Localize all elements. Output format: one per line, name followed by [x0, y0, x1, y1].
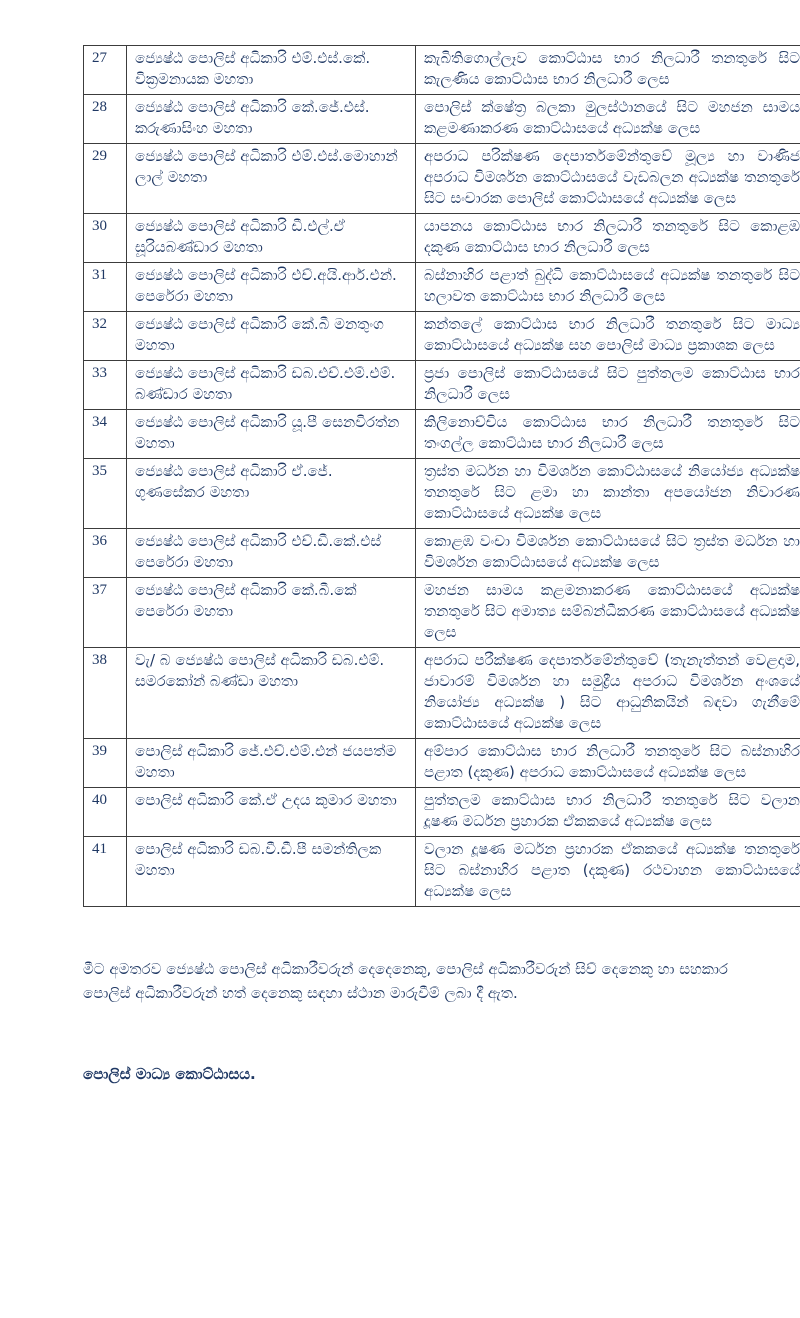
table-row: [84, 739, 800, 788]
officer-name-cell: ජ්‍යෙෂ්ඨ පොලිස් අධිකාරි කේ.බී මනතුංග මහතා: [127, 312, 416, 361]
officer-name-cell: පොලිස් අධිකාරි ජේ.එච්.එම්.එන් ජයපත්ම මහතා: [127, 739, 416, 788]
row-number: 32: [84, 312, 127, 361]
transfer-detail-cell: වලාන දූෂණ මර්ධන ප්‍රහාරක ඒකකයේ අධ්‍යක්ෂ තනතුරේ සිට බස්නාහිර පළාත (දකුණ) රථවාහන කොට්ඨාසයේ අධ්‍යක්ෂ ලෙස: [416, 837, 800, 907]
transfer-detail-cell: කොළඹ වංචා විමර්ශන කොට්ඨාසයේ සිට ත්‍රස්ත මර්ධන හා විමර්ශන කොට්ඨාසයේ අධ්‍යක්ෂ ලෙස: [416, 529, 800, 578]
table-row: [84, 263, 800, 312]
officer-name-cell: ජ්‍යෙෂ්ඨ පොලිස් අධිකාරි කේ.බී.කේ පෙරේරා මහතා: [127, 578, 416, 648]
row-number: 38: [84, 648, 127, 739]
additional-transfers-paragraph: මීට අමතරව ජ්‍යෙෂ්ඨ පොලිස් අධිකාරීවරුන් දෙදෙනෙකු, පොලිස් අධිකාරීවරුන් සිව් දෙනෙකු හා සහකාර පොලිස් අධිකාරීවරුන් හත් දෙනෙකු සඳහා ස්ථාන මාරුවීම් ලබා දී ඇත.: [83, 960, 728, 1002]
row-number: 27: [84, 46, 127, 95]
table-row: [84, 837, 800, 907]
officer-name-cell: වැ/ බ ජ්‍යෙෂ්ඨ පොලිස් අධිකාරි ඩබ.එම්. සමරකෝන් බණ්ඩා මහතා: [127, 648, 416, 739]
transfer-detail-cell: කන්තලේ කොට්ඨාස භාර නිලධාරී තනතුරේ සිට මාධ්‍ය කොට්ඨාසයේ අධ්‍යක්ෂ සහ පොලිස් මාධ්‍ය ප්‍රකාශක ලෙස: [416, 312, 800, 361]
row-number: 34: [84, 410, 127, 459]
row-number: 33: [84, 361, 127, 410]
transfer-detail-cell: පොලිස් ක්ෂේත්‍ර බලකා මුලස්ථානයේ සිට මහජන සාමය කළමණාකරණ කොට්ඨාසයේ අධ්‍යක්ෂ ලෙස: [416, 95, 800, 144]
transfer-detail-cell: ප්‍රජා පොලිස් කොට්ඨාසයේ සිට පුත්තලම කොට්ඨාස භාර නිලධාරී ලෙස: [416, 361, 800, 410]
transfer-detail-cell: බස්නාහිර පළාත් බුද්ධි කොට්ඨාසයේ අධ්‍යක්ෂ තනතුරේ සිට හලාවත කොට්ඨාස භාර නිලධාරී ලෙස: [416, 263, 800, 312]
row-number: 35: [84, 459, 127, 529]
transfer-detail-cell: ත්‍රස්ත මර්ධන හා විමර්ශන කොට්ඨාසයේ නියෝජ්‍ය අධ්‍යක්ෂ තනතුරේ සිට ළමා හා කාන්තා අපයෝජන නිවාරණ කොට්ඨාසයේ අධ්‍යක්ෂ ලෙස: [416, 459, 800, 529]
transfer-detail-cell: යාපනය කොට්ඨාස භාර නිලධාරී තනතුරේ සිට කොළඹ දකුණ කොට්ඨාස භාර නිලධාරී ලෙස: [416, 214, 800, 263]
table-row: [84, 788, 800, 837]
table-row: [84, 529, 800, 578]
table-row: [84, 578, 800, 648]
table-row: [84, 361, 800, 410]
issuing-division-signature: පොලිස් මාධ්‍ය කොට්ඨාසය.: [83, 1065, 256, 1083]
table-row: [84, 214, 800, 263]
row-number: 39: [84, 739, 127, 788]
table-row: [84, 648, 800, 739]
officer-name-cell: ජ්‍යෙෂ්ඨ පොලිස් අධිකාරි එච්.ඩී.කේ.එස් පෙරේරා මහතා: [127, 529, 416, 578]
transfer-detail-cell: අම්පාර කොට්ඨාස භාර නිලධාරී තනතුරේ සිට බස්නාහිර පළාත (දකුණ) අපරාධ කොට්ඨාසයේ අධ්‍යක්ෂ ලෙස: [416, 739, 800, 788]
table-row: [84, 95, 800, 144]
row-number: 37: [84, 578, 127, 648]
officer-name-cell: පොලිස් අධිකාරි ඩබ.වී.ඩී.පී සමන්තිලක මහතා: [127, 837, 416, 907]
table-row: [84, 144, 800, 214]
officer-name-cell: ජ්‍යෙෂ්ඨ පොලිස් අධිකාරි ඩබ.එච්.එම්.එම්. බණ්ඩාර මහතා: [127, 361, 416, 410]
row-number: 41: [84, 837, 127, 907]
table-row: [84, 46, 800, 95]
row-number: 31: [84, 263, 127, 312]
transfer-detail-cell: පුත්තලම කොට්ඨාස භාර නිලධාරී තනතුරේ සිට වලාන දූෂණ මර්ධන ප්‍රහාරක ඒකකයේ අධ්‍යක්ෂ ලෙස: [416, 788, 800, 837]
row-number: 40: [84, 788, 127, 837]
transfer-detail-cell: මහජන සාමය කළමනාකරණ කොට්ඨාසයේ අධ්‍යක්ෂ තනතුරේ සිට අමාත්‍ය සම්බන්ධීකරණ කොට්ඨාසයේ අධ්‍යක්ෂ ලෙස: [416, 578, 800, 648]
officer-name-cell: ජ්‍යෙෂ්ඨ පොලිස් අධිකාරි ඒ.ජේ. ගුණසේකර මහතා: [127, 459, 416, 529]
transfer-detail-cell: කැබිතිගොල්ලෑව කොට්ඨාස භාර නිලධාරී තනතුරේ සිට කැලණිය කොට්ඨාස භාර නිලධාරී ලෙස: [416, 46, 800, 95]
police-transfers-table: [83, 45, 800, 907]
transfer-detail-cell: අපරාධ පරික්ෂණ දෙපාර්තමේන්තුවේ මූල්‍ය හා වාණිජ අපරාධ විමර්ශන කොට්ඨාසයේ වැඩබලන අධ්‍යක්ෂ තනතුරේ සිට සංචාරක පොලිස් කොට්ඨාසයේ අධ්‍යක්ෂ ලෙස: [416, 144, 800, 214]
officer-name-cell: ජ්‍යෙෂ්ඨ පොලිස් අධිකාරි යූ.පී සෙනවිරත්න මහතා: [127, 410, 416, 459]
transfer-detail-cell: අපරාධ පරීක්ෂණ දෙපාර්තමේන්තුවේ (තැනැත්තන් වෙළදාම, ජාවාරම් විමර්ශන හා සමුද්‍රීය අපරාධ විමර්ශන අංශයේ නියෝජ්‍ය අධ්‍යක්ෂ ) සිට ආධුනිකයින් බඳවා ගැනීමේ කොට්ඨාසයේ අධ්‍යක්ෂ ලෙස: [416, 648, 800, 739]
officer-name-cell: ජ්‍යෙෂ්ඨ පොලිස් අධිකාරි එම්.එස්.කේ. වික්‍රමනායක මහතා: [127, 46, 416, 95]
row-number: 30: [84, 214, 127, 263]
transfer-detail-cell: කිලිනොච්චිය කොට්ඨාස භාර නිලධාරී තනතුරේ සිට තංගල්ල කොට්ඨාස භාර නිලධාරී ලෙස: [416, 410, 800, 459]
table-row: [84, 410, 800, 459]
officer-name-cell: ජ්‍යෙෂ්ඨ පොලිස් අධිකාරි එම්.එස්.මොහාන් ලාල් මහතා: [127, 144, 416, 214]
row-number: 28: [84, 95, 127, 144]
transfer-table-body: [84, 46, 800, 907]
officer-name-cell: ජ්‍යෙෂ්ඨ පොලිස් අධිකාරි එච්.අයි.ආර්.එන්. පෙරේරා මහතා: [127, 263, 416, 312]
row-number: 36: [84, 529, 127, 578]
officer-name-cell: ජ්‍යෙෂ්ඨ පොලිස් අධිකාරි කේ.ජේ.එස්. කරුණාසිංහ මහතා: [127, 95, 416, 144]
officer-name-cell: පොලිස් අධිකාරි කේ.ඒ උදය කුමාර මහතා: [127, 788, 416, 837]
table-row: [84, 312, 800, 361]
table-row: [84, 459, 800, 529]
officer-name-cell: ජ්‍යෙෂ්ඨ පොලිස් අධිකාරි ඩී.එල්.ඒ සූරියබණ්ඩාර මහතා: [127, 214, 416, 263]
row-number: 29: [84, 144, 127, 214]
